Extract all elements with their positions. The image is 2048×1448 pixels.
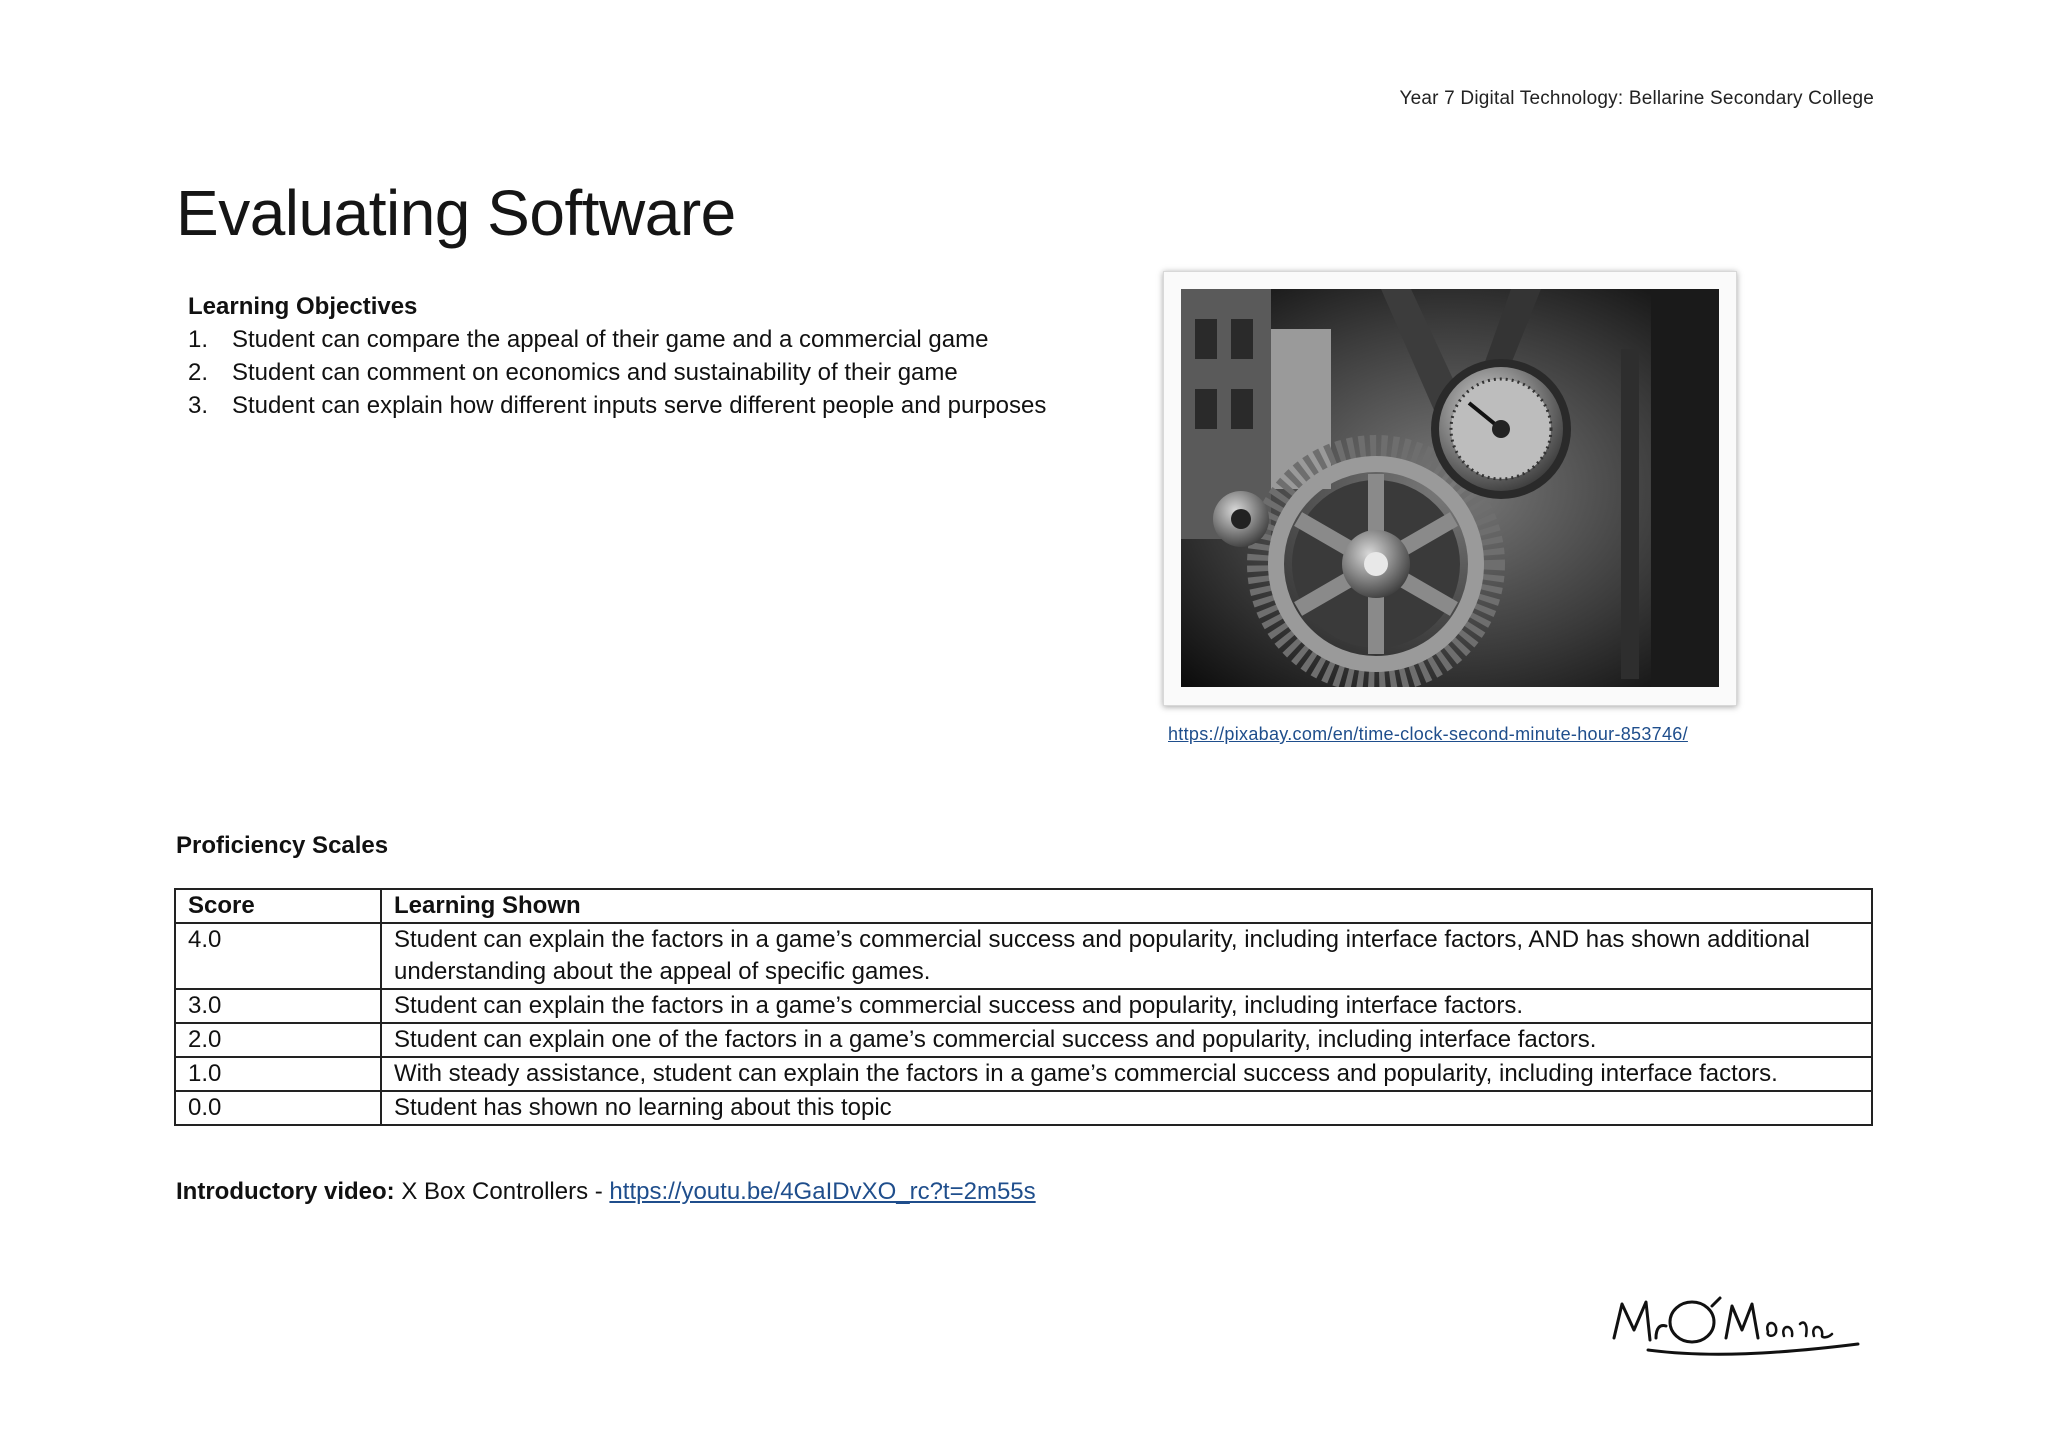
- objective-item: [188, 389, 1048, 422]
- column-header-learning: Learning Shown: [381, 889, 1872, 923]
- table-row: [175, 989, 1872, 1023]
- clockwork-gears-icon: [1181, 289, 1719, 687]
- objective-number: 2.: [188, 359, 209, 386]
- objective-item: [188, 356, 1048, 389]
- objectives-heading: Learning Objectives: [188, 293, 418, 320]
- intro-video-label: Introductory video:: [176, 1178, 395, 1205]
- objective-text: Student can comment on economics and sustainability of their game: [232, 359, 958, 386]
- objective-text: Student can compare the appeal of their game and a commercial game: [232, 326, 989, 353]
- score-cell: 0.0: [175, 1091, 381, 1125]
- learning-objectives: [188, 290, 1048, 422]
- page-title: Evaluating Software: [176, 177, 736, 249]
- score-cell: 1.0: [175, 1057, 381, 1091]
- learning-cell: Student can explain the factors in a game’s commercial success and popularity, including interface factors, AND has shown additional understanding about the appeal of specific games.: [381, 923, 1872, 989]
- objective-number: 3.: [188, 392, 209, 419]
- table-row: [175, 1057, 1872, 1091]
- intro-video-text: X Box Controllers -: [401, 1178, 610, 1205]
- page-header: Year 7 Digital Technology: Bellarine Secondary College: [1399, 88, 1874, 109]
- clockwork-gears-photo: [1181, 289, 1719, 687]
- column-header-score: Score: [175, 889, 381, 923]
- proficiency-heading: Proficiency Scales: [176, 832, 389, 859]
- objective-text: Student can explain how different inputs serve different people and purposes: [232, 392, 1047, 419]
- score-cell: 3.0: [175, 989, 381, 1023]
- table-header-row: [175, 889, 1872, 923]
- photo-frame: [1163, 271, 1737, 706]
- table-row: [175, 923, 1872, 989]
- learning-cell: Student can explain one of the factors in a game’s commercial success and popularity, including interface factors.: [381, 1023, 1872, 1057]
- photo-source-link[interactable]: https://pixabay.com/en/time-clock-second-minute-hour-853746/: [1168, 724, 1688, 744]
- table-row: [175, 1023, 1872, 1057]
- objective-number: 1.: [188, 326, 209, 353]
- intro-video-link[interactable]: https://youtu.be/4GaIDvXO_rc?t=2m55s: [609, 1178, 1036, 1205]
- score-cell: 2.0: [175, 1023, 381, 1057]
- learning-cell: With steady assistance, student can explain the factors in a game’s commercial success and popularity, including interface factors.: [381, 1057, 1872, 1091]
- intro-video: [176, 1178, 1036, 1206]
- learning-cell: Student has shown no learning about this topic: [381, 1091, 1872, 1125]
- score-cell: 4.0: [175, 923, 381, 989]
- proficiency-table: [174, 888, 1873, 1126]
- objective-item: [188, 323, 1048, 356]
- signature-icon: [1608, 1290, 1870, 1360]
- learning-cell: Student can explain the factors in a game’s commercial success and popularity, including interface factors.: [381, 989, 1872, 1023]
- table-row: [175, 1091, 1872, 1125]
